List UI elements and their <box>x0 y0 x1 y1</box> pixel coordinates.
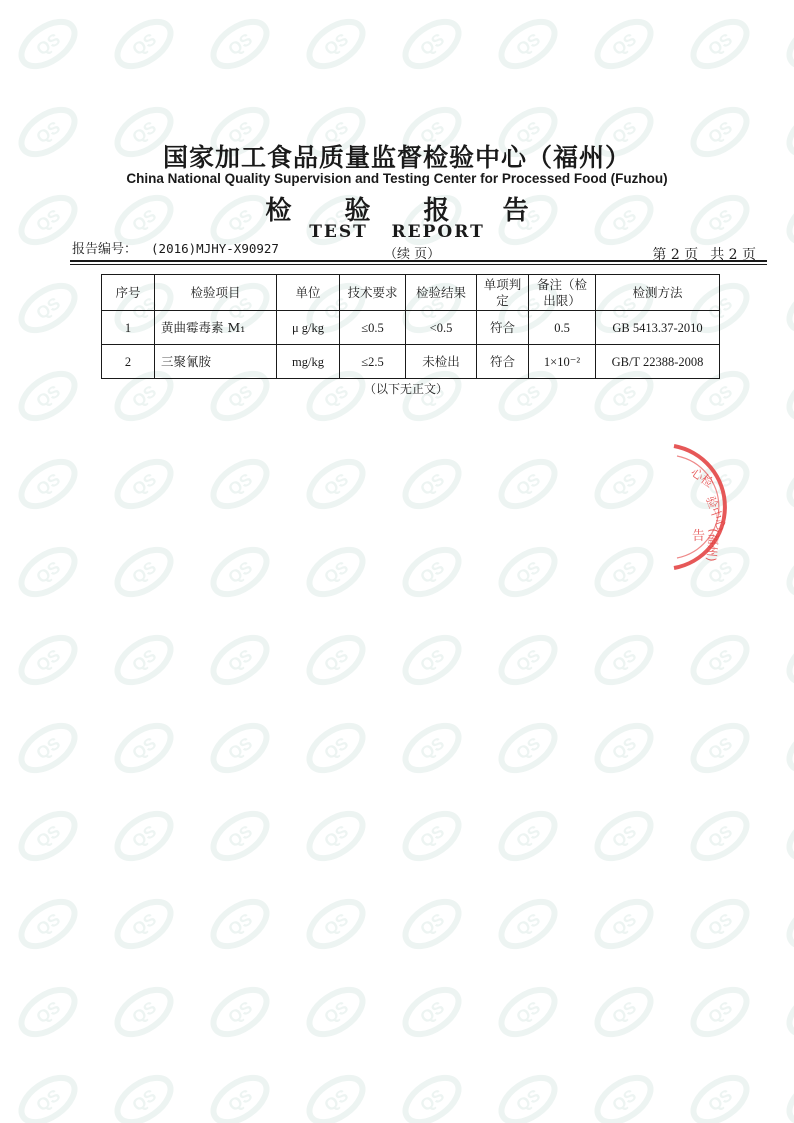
svg-text:告: 告 <box>692 529 706 544</box>
cell-result: 未检出 <box>406 345 477 379</box>
cell-item: 黄曲霉毒素 M₁ <box>155 311 277 345</box>
report-title-english: TEST REPORT <box>309 222 485 242</box>
header-judgement: 单项判定 <box>477 275 529 311</box>
cell-method: GB/T 22388-2008 <box>596 345 720 379</box>
cell-seq: 1 <box>102 311 155 345</box>
header-unit: 单位 <box>277 275 340 311</box>
table-row <box>102 345 720 379</box>
center-title-english: China National Quality Supervision and Testing Center for Processed Food (Fuzhou) <box>126 171 668 186</box>
report-number <box>72 238 279 257</box>
cell-unit: μ g/kg <box>277 311 340 345</box>
header-divider-thin <box>70 264 767 265</box>
page-number: 第 2 页 <box>652 247 699 263</box>
svg-text:心检: 心检 <box>688 464 716 491</box>
report-title-chinese: 检 验 报 告 <box>265 196 551 226</box>
header-requirement: 技术要求 <box>340 275 406 311</box>
header-item: 检验项目 <box>155 275 277 311</box>
table-row <box>102 311 720 345</box>
cell-judgement: 符合 <box>477 311 529 345</box>
cell-unit: mg/kg <box>277 345 340 379</box>
cell-judgement: 符合 <box>477 345 529 379</box>
header-result: 检验结果 <box>406 275 477 311</box>
header-divider-thick <box>70 260 767 262</box>
continued-page-note: （续 页） <box>384 247 441 262</box>
svg-text:(福州): (福州) <box>704 527 721 563</box>
cell-requirement: ≤0.5 <box>340 311 406 345</box>
cell-item: 三聚氰胺 <box>155 345 277 379</box>
report-number-label: 报告编号： <box>72 242 138 257</box>
report-number-value: (2016)MJHY-X90927 <box>151 241 279 256</box>
results-table <box>101 274 720 379</box>
table-header-row <box>102 275 720 311</box>
red-seal-stamp <box>640 432 750 582</box>
header-remark: 备注（检出限） <box>529 275 596 311</box>
cell-remark: 1×10⁻² <box>529 345 596 379</box>
cell-requirement: ≤2.5 <box>340 345 406 379</box>
cell-method: GB 5413.37-2010 <box>596 311 720 345</box>
cell-result: <0.5 <box>406 311 477 345</box>
header-method: 检测方法 <box>596 275 720 311</box>
header-seq: 序号 <box>102 275 155 311</box>
center-title-chinese: 国家加工食品质量监督检验中心（福州） <box>162 143 631 172</box>
page-total: 共 2 页 <box>710 247 756 263</box>
cell-remark: 0.5 <box>529 311 596 345</box>
cell-seq: 2 <box>102 345 155 379</box>
end-of-text-note: （以下无正文） <box>364 382 449 396</box>
svg-text:验中心: 验中心 <box>703 494 729 533</box>
